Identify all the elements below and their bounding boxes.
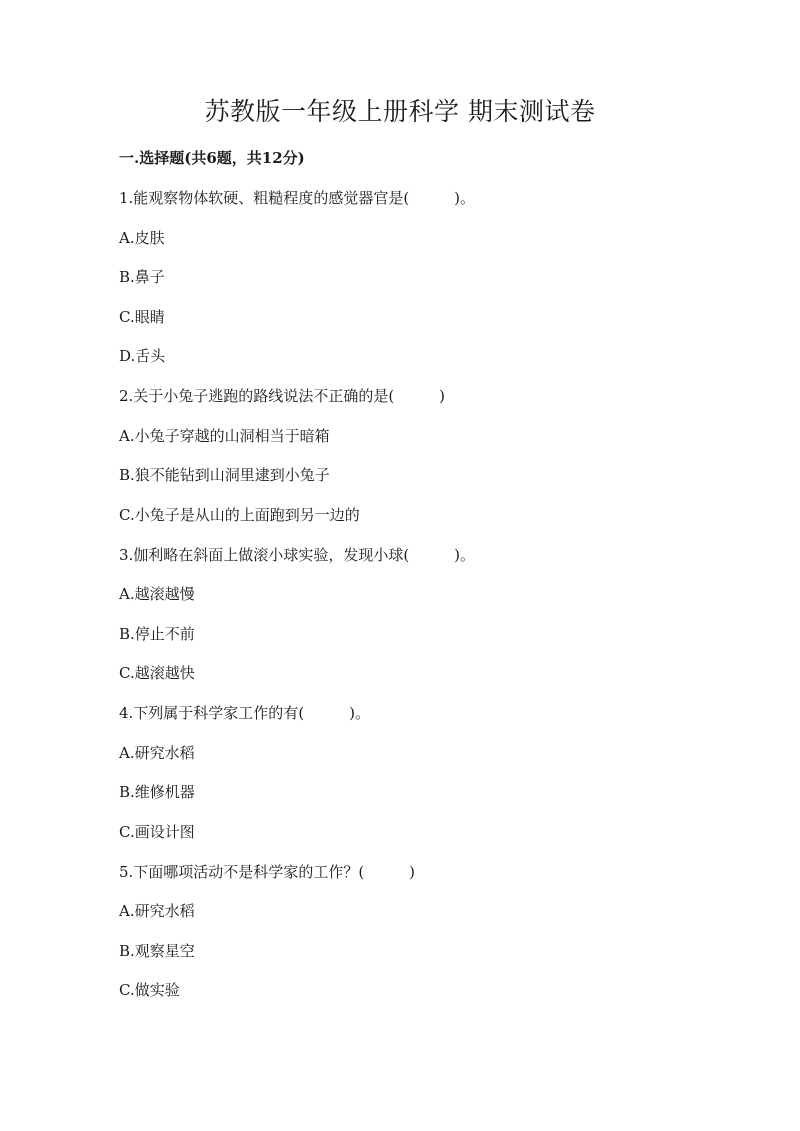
question-2-option-b: B.狼不能钻到山洞里逮到小兔子 — [119, 466, 330, 484]
question-2-option-c: C.小兔子是从山的上面跑到另一边的 — [119, 506, 360, 524]
section-header: 一.选择题(共6题，共12分) — [119, 149, 305, 167]
question-3-option-c: C.越滚越快 — [119, 664, 195, 682]
question-5-stem: 5.下面哪项活动不是科学家的工作？( ) — [119, 863, 416, 881]
question-2-stem: 2.关于小兔子逃跑的路线说法不正确的是( ) — [119, 387, 446, 405]
question-5-option-b: B.观察星空 — [119, 942, 195, 960]
question-5-option-a: A.研究水稻 — [119, 902, 195, 920]
question-1-option-b: B.鼻子 — [119, 268, 165, 286]
page-title: 苏教版一年级上册科学 期末测试卷 — [204, 97, 596, 126]
question-2-option-a: A.小兔子穿越的山洞相当于暗箱 — [119, 427, 330, 445]
question-1-option-d: D.舌头 — [119, 347, 166, 365]
question-5-option-c: C.做实验 — [119, 981, 180, 999]
question-4-option-c: C.画设计图 — [119, 823, 195, 841]
question-4-option-a: A.研究水稻 — [119, 744, 195, 762]
question-4-option-b: B.维修机器 — [119, 783, 195, 801]
question-4-stem: 4.下列属于科学家工作的有( )。 — [119, 704, 371, 722]
question-1-option-a: A.皮肤 — [119, 229, 165, 247]
question-3-option-a: A.越滚越慢 — [119, 585, 195, 603]
question-3-option-b: B.停止不前 — [119, 625, 195, 643]
question-1-option-c: C.眼睛 — [119, 308, 165, 326]
question-3-stem: 3.伽利略在斜面上做滚小球实验，发现小球( )。 — [119, 546, 476, 564]
question-1-stem: 1.能观察物体软硬、粗糙程度的感觉器官是( )。 — [119, 189, 476, 207]
